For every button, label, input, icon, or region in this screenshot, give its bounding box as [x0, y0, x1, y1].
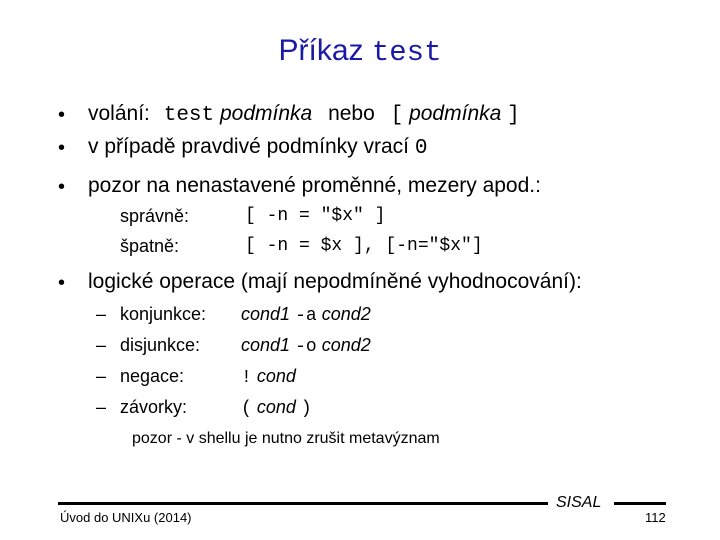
bullet-calling — [88, 102, 520, 127]
example-wrong-code: [ -n = $x ], [-n="$x"] — [245, 236, 483, 256]
page-number: 112 — [645, 510, 666, 525]
shell-note: pozor - v shellu je nutno zrušit metavýznam — [132, 430, 440, 447]
return-text: v případě pravdivé podmínky vrací — [88, 135, 409, 158]
op-dash: – — [96, 366, 107, 386]
op-dash: – — [96, 335, 107, 355]
slide-title — [0, 34, 720, 69]
calling-code-test: test — [163, 104, 215, 127]
op-disjunction-label: disjunkce: — [120, 335, 201, 355]
calling-or: nebo — [328, 102, 375, 125]
example-correct-code: [ -n = "$x" ] — [245, 206, 386, 226]
op-parentheses-label: závorky: — [120, 397, 188, 417]
op-negation-expr: ! cond — [241, 366, 296, 388]
op-disjunction-expr: cond1 -o cond2 — [241, 335, 371, 357]
bullet-logic: logické operace (mají nepodmíněné vyhodnocování): — [88, 270, 582, 293]
title-code: test — [371, 36, 442, 69]
footer-rule-left — [58, 502, 548, 505]
op-dash: – — [96, 397, 107, 417]
calling-label: volání: — [88, 102, 150, 125]
bullet-return — [88, 135, 427, 160]
op-conjunction-label: konjunkce: — [120, 304, 207, 324]
bullet-marker: • — [58, 104, 66, 126]
footer-course: Úvod do UNIXu (2014) — [60, 510, 192, 525]
calling-arg2: podmínka — [409, 102, 502, 125]
bullet-marker: • — [58, 176, 66, 198]
calling-arg1: podmínka — [219, 102, 313, 125]
return-code: 0 — [414, 137, 428, 160]
op-conjunction-expr: cond1 -a cond2 — [241, 304, 371, 326]
op-dash: – — [96, 304, 107, 324]
bullet-caution: pozor na nenastavené proměnné, mezery apod.: — [88, 174, 541, 197]
op-parentheses-expr: ( cond ) — [241, 397, 312, 419]
footer-logo-text: SISAL — [556, 494, 602, 511]
bullet-marker: • — [58, 137, 66, 159]
title-text: Příkaz — [278, 34, 364, 67]
example-wrong-label: špatně: — [120, 236, 180, 256]
op-negation-label: negace: — [120, 366, 185, 386]
calling-bracket-close: ] — [507, 104, 520, 127]
example-correct-label: správně: — [120, 206, 190, 226]
calling-bracket-open: [ — [390, 104, 404, 127]
bullet-marker: • — [58, 272, 66, 294]
footer-rule-right — [614, 502, 666, 505]
